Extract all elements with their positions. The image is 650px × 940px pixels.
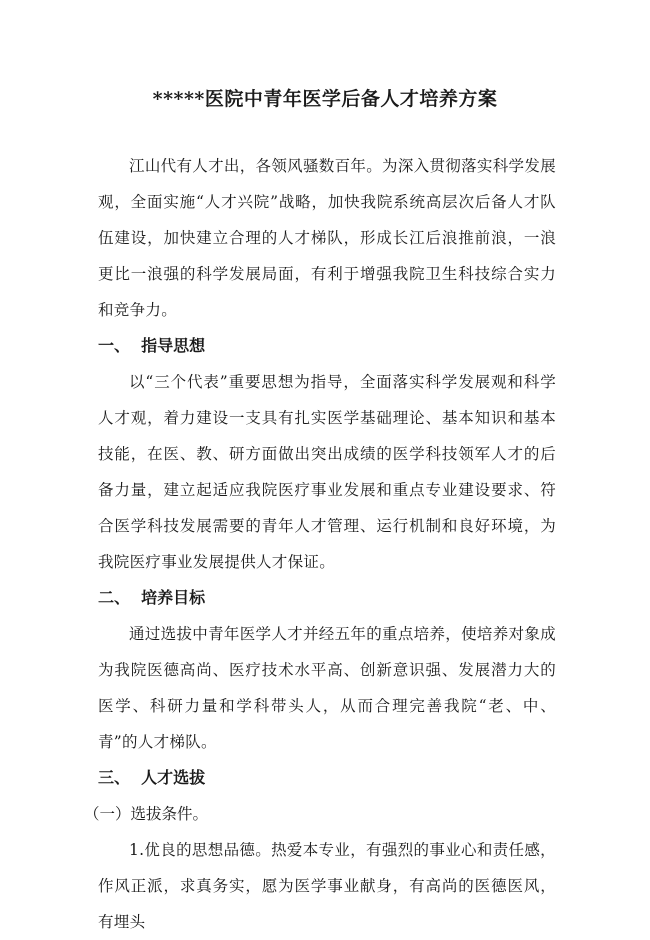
criteria-item-1: 1.优良的思想品德。热爱本专业，有强烈的事业心和责任感，作风正派，求真务实，愿为医学事业献身，有高尚的医德医风，有埋头 [98, 841, 556, 931]
subsection-selection-criteria: （一）选拔条件。 [84, 805, 209, 823]
section-heading-training-goals: 二、 培养目标 [98, 588, 206, 607]
section-heading-talent-selection: 三、 人才选拔 [98, 768, 206, 787]
document-title: *****医院中青年医学后备人才培养方案 [152, 88, 498, 110]
training-goals-paragraph: 通过选拔中青年医学人才并经五年的重点培养，使培养对象成为我院医德高尚、医疗技术水平高、创新意识强、发展潜力大的医学、科研力量和学科带头人，从而合理完善我院“老、中、青”的人才梯队。 [98, 625, 556, 751]
guiding-ideology-paragraph: 以“三个代表”重要思想为指导，全面落实科学发展观和科学人才观，着力建设一支具有扎实医学基础理论、基本知识和基本技能，在医、教、研方面做出突出成绩的医学科技领军人才的后备力量，建立起适应我院医疗事业发展和重点专业建设要求、符合医学科技发展需要的青年人才管理、运行机制和良好环境，为我院医疗事业发展提供人才保证。 [98, 373, 556, 571]
intro-paragraph: 江山代有人才出，各领风骚数百年。为深入贯彻落实科学发展观，全面实施“人才兴院”战略，加快我院系统高层次后备人才队伍建设，加快建立合理的人才梯队，形成长江后浪推前浪，一浪更比一浪强的科学发展局面，有利于增强我院卫生科技综合实力和竞争力。 [98, 157, 556, 319]
section-heading-guiding-ideology: 一、 指导思想 [98, 336, 206, 355]
document-body [84, 148, 556, 940]
